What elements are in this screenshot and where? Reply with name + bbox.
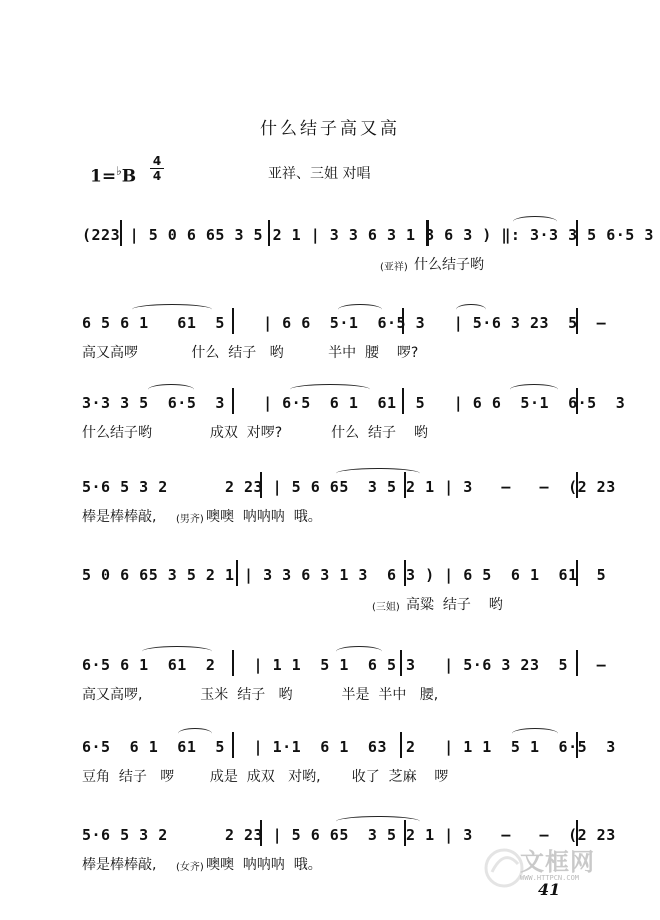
lyric-line: 什么结子哟 成双 对啰? 什么 结子 哟 xyxy=(82,425,428,441)
flat-sign: ♭ xyxy=(116,164,122,178)
singer-tag: (亚祥) xyxy=(380,262,408,273)
lyric-line: 什么结子哟 xyxy=(414,257,484,273)
lyric-line: 高粱 结子 哟 xyxy=(406,597,503,613)
key-prefix: 1= xyxy=(90,166,117,187)
notes-line: 3·3 3 5 6·5 3 | 6·5 6 1 61 5 | 6 6 5·1 6·5 3 xyxy=(82,394,626,412)
time-signature xyxy=(150,155,164,183)
lyric-line: 棒是棒棒敲, xyxy=(82,857,157,873)
lyric-line: 棒是棒棒敲, xyxy=(82,509,157,525)
notes-line: 6·5 6 1 61 2 | 1 1 5 1 6 5 3 | 5·6 3 23 5 — xyxy=(82,656,607,674)
key-signature xyxy=(90,164,136,187)
score-row-3 xyxy=(0,394,660,474)
notes-line: (223 | 5 0 6 65 3 5 2 1 | 3 3 6 3 1 3 6 3 ) ‖: 3·3 3 5 6·5 3 xyxy=(82,226,654,244)
watermark-text: 文框网 xyxy=(520,848,595,876)
score-row-1 xyxy=(0,226,660,306)
page-title: 什么结子高又高 xyxy=(260,119,400,139)
notes-line: 5 0 6 65 3 5 2 1 | 3 3 6 3 1 3 6 3 ) | 6 5 6 1 61 5 xyxy=(82,566,607,584)
score-row-5 xyxy=(0,566,660,646)
score-row-4 xyxy=(0,478,660,558)
key-note: B xyxy=(121,166,137,187)
notes-line: 5·6 5 3 2 2 23 | 5 6 65 3 5 2 1 | 3 — — (2 23 xyxy=(82,826,616,844)
notes-line: 5·6 5 3 2 2 23 | 5 6 65 3 5 2 1 | 3 — — (2 23 xyxy=(82,478,616,496)
singer-tag: (女齐) xyxy=(176,862,204,873)
lyric-line: 高又高啰 什么 结子 哟 半中 腰 啰? xyxy=(82,345,419,361)
notes-line: 6·5 6 1 61 5 | 1·1 6 1 63 2 | 1 1 5 1 6·5 3 xyxy=(82,738,616,756)
performers: 亚祥、三姐 对唱 xyxy=(268,166,371,182)
score-row-6 xyxy=(0,656,660,736)
lyric-line: 噢噢 呐呐呐 哦。 xyxy=(206,857,322,873)
score-row-2 xyxy=(0,314,660,394)
singer-tag: (三姐) xyxy=(372,602,400,613)
lyric-line: 噢噢 呐呐呐 哦。 xyxy=(206,509,322,525)
page-number: 41 xyxy=(538,880,561,899)
time-signature-bottom: 4 xyxy=(152,169,162,183)
lyric-line: 高又高啰, 玉米 结子 哟 半是 半中 腰, xyxy=(82,687,439,703)
watermark-url: WWW.HTTPCN.COM xyxy=(520,874,580,882)
time-signature-top: 4 xyxy=(152,154,162,168)
notes-line: 6 5 6 1 61 5 | 6 6 5·1 6·5 3 | 5·6 3 23 5 — xyxy=(82,314,607,332)
singer-tag: (男齐) xyxy=(176,514,204,525)
score-row-7 xyxy=(0,738,660,818)
lyric-line: 豆角 结子 啰 成是 成双 对哟, 收了 芝麻 啰 xyxy=(82,769,449,785)
